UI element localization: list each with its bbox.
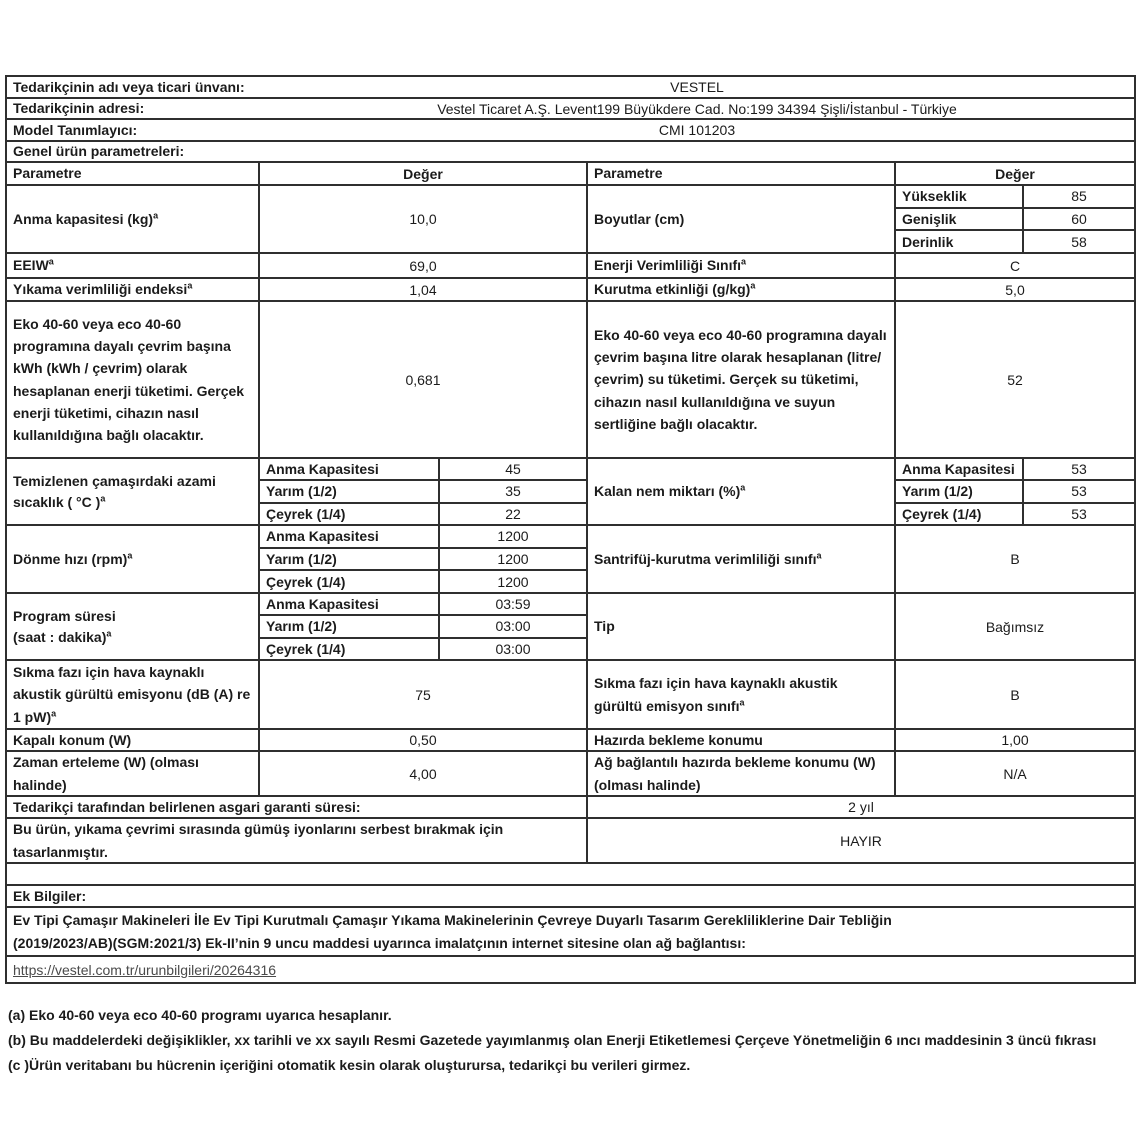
param-header-right: Parametre xyxy=(588,163,896,184)
moisture-row-full: Anma Kapasitesi 53 xyxy=(896,459,1134,481)
footnote-marker: a xyxy=(100,492,106,503)
standby-value: 1,00 xyxy=(1001,732,1029,748)
footnote-marker: a xyxy=(816,549,822,560)
washing-index-value: 1,04 xyxy=(260,279,588,300)
washindex-dryeff-row xyxy=(7,279,1134,302)
duration-row-quarter: Çeyrek (1/4) 03:00 xyxy=(260,639,586,659)
drying-efficiency-value: 5,0 xyxy=(1005,281,1025,298)
warranty-row xyxy=(7,797,1134,819)
spin-row-full: Anma Kapasitesi 1200 xyxy=(260,526,586,549)
duration-subtable xyxy=(260,594,588,659)
value-header-right: Değer xyxy=(995,165,1035,182)
footnote-c: (c )Ürün veritabanı bu hücrenin içeriğini otomatik kesin olarak oluşturursa, tedarikçi bu verileri girmez. xyxy=(8,1057,691,1073)
spin-row-half: Yarım (1/2) 1200 xyxy=(260,549,586,572)
extra-info-title-row xyxy=(7,886,1134,908)
product-fiche-table xyxy=(5,75,1136,984)
energy-class-label: Enerji Verimliliği Sınıfı$^a$ xyxy=(588,254,896,277)
product-link-cell xyxy=(7,957,1134,982)
duration-type-row xyxy=(7,594,1134,661)
capacity-label: Anma kapasitesi (kg)$^a$ xyxy=(7,186,260,252)
silver-ions-value: HAYIR xyxy=(840,832,882,849)
delay-start-value: 4,00 xyxy=(260,752,588,795)
noise-emission-label: Sıkma fazı için hava kaynaklı akustik gürültü emisyonu (dB (A) re 1 pW)$^a$ xyxy=(7,661,260,728)
dimensions-subtable xyxy=(896,186,1134,252)
water-consumption-value: 52 xyxy=(1007,371,1023,388)
offmode-standby-row xyxy=(7,730,1134,752)
spin-row-quarter: Çeyrek (1/4) 1200 xyxy=(260,571,586,592)
washing-index-label: Yıkama verimliliği endeksi$^a$ xyxy=(7,279,260,300)
capacity-value: 10,0 xyxy=(260,186,588,252)
general-parameters-section-row xyxy=(7,142,1134,163)
max-temp-row-half: Yarım (1/2) 35 xyxy=(260,481,586,503)
spin-speed-label: Dönme hızı (rpm)$^a$ xyxy=(7,526,260,592)
footnote-marker: a xyxy=(51,707,57,718)
supplier-address-label: Tedarikçinin adresi: xyxy=(13,100,145,116)
extra-info-text-row xyxy=(7,908,1134,957)
dimensions-label: Boyutlar (cm) xyxy=(588,186,896,252)
warranty-value: 2 yıl xyxy=(848,799,874,815)
footnote-marker: a xyxy=(127,549,133,560)
energy-class-value: C xyxy=(1009,257,1021,274)
column-header-row xyxy=(7,163,1134,186)
delay-networkstandby-row xyxy=(7,752,1134,797)
footnote-a: (a) Eko 40-60 veya eco 40-60 programı uyarıca hesaplanır. xyxy=(8,1007,392,1023)
duration-row-half: Yarım (1/2) 03:00 xyxy=(260,616,586,638)
noise-class-value: B xyxy=(1010,686,1020,703)
value-header-left: Değer xyxy=(260,163,588,184)
duration-row-full: Anma Kapasitesi 03:59 xyxy=(260,594,586,616)
spinspeed-spinclass-row xyxy=(7,526,1134,594)
spin-class-label: Santrifüj-kurutma verimliliği sınıfı$^a$ xyxy=(588,526,896,592)
model-identifier-label: Model Tanımlayıcı: xyxy=(13,121,138,138)
product-info-link[interactable]: https://vestel.com.tr/urunbilgileri/20264316 xyxy=(13,961,277,978)
supplier-name-row xyxy=(7,77,1134,99)
delay-start-label: Zaman erteleme (W) (olması halinde) xyxy=(7,752,260,795)
noise-emission-value: 75 xyxy=(260,661,588,728)
supplier-address-row xyxy=(7,99,1134,120)
moisture-row-quarter: Çeyrek (1/4) 53 xyxy=(896,504,1134,524)
footnote-marker: a xyxy=(750,280,756,291)
param-header-left: Parametre xyxy=(7,163,260,184)
eco-consumption-row xyxy=(7,302,1134,459)
eeiw-energyclass-row xyxy=(7,254,1134,279)
footnote-marker: a xyxy=(739,696,745,707)
eeiw-value: 69,0 xyxy=(260,254,588,277)
spacer-row xyxy=(7,864,1134,886)
max-temp-subtable xyxy=(260,459,588,524)
footnotes xyxy=(8,1003,1136,1078)
noise-row xyxy=(7,661,1134,730)
footnote-marker: a xyxy=(187,280,193,291)
max-temp-row-full: Anma Kapasitesi 45 xyxy=(260,459,586,481)
off-mode-value: 0,50 xyxy=(260,730,588,750)
footnote-marker: a xyxy=(48,256,54,267)
spacer-cell xyxy=(7,864,1134,884)
extra-info-title: Ek Bilgiler: xyxy=(13,887,87,904)
silver-ions-row xyxy=(7,819,1134,864)
network-standby-label: Ağ bağlantılı hazırda bekleme konumu (W) (olması halinde) xyxy=(588,752,896,795)
model-identifier-value: CMI 101203 xyxy=(658,122,736,138)
dimension-row-height: Yükseklik 85 xyxy=(896,186,1134,209)
silver-ions-label: Bu ürün, yıkama çevrimi sırasında gümüş iyonlarını serbest bırakmak için tasarlanmıştır. xyxy=(7,819,588,862)
off-mode-label: Kapalı konum (W) xyxy=(7,730,260,750)
extra-info-text: Ev Tipi Çamaşır Makineleri İle Ev Tipi Kurutmalı Çamaşır Yıkama Makinelerinin Çevreye Duyarlı Tasarım Gerekliliklerine Dair Tebliğin (2019/2023/AB)(SGM:2021/3) Ek-II’nin 9 uncu maddesi uyarınca imalatçının internet sitesine olan ağ bağlantısı: xyxy=(13,912,892,951)
section-title: Genel ürün parametreleri: xyxy=(13,143,185,159)
noise-class-label: Sıkma fazı için hava kaynaklı akustik gürültü emisyon sınıfı$^a$ xyxy=(588,661,896,728)
spin-speed-subtable xyxy=(260,526,588,592)
type-value: Bağımsız xyxy=(985,618,1045,635)
warranty-label: Tedarikçi tarafından belirlenen asgari garanti süresi: xyxy=(7,797,588,817)
duration-label: Program süresi (saat : dakika)$^a$ xyxy=(7,594,260,659)
eeiw-label: EEIW$^a$ xyxy=(7,254,260,277)
drying-efficiency-label: Kurutma etkinliği $(g/kg)^a$ xyxy=(588,279,896,300)
energy-consumption-value: 0,681 xyxy=(260,302,588,457)
footnote-marker: a xyxy=(740,482,746,493)
supplier-address-value: Vestel Ticaret A.Ş. Levent199 Büyükdere Cad. No:199 34394 Şişli/İstanbul - Türkiye xyxy=(437,100,957,117)
dimension-row-depth: Derinlik 58 xyxy=(896,231,1134,252)
network-standby-value: N/A xyxy=(1003,765,1027,782)
footnote-marker: a xyxy=(153,209,159,220)
footnote-marker: a xyxy=(106,627,112,638)
max-temp-label: Temizlenen çamaşırdaki azami sıcaklık ( °C )$^a$ xyxy=(7,459,260,524)
supplier-name-value: VESTEL xyxy=(670,79,724,95)
remaining-moisture-label: Kalan nem miktarı (%)$^a$ xyxy=(588,459,896,524)
spin-class-value: B xyxy=(1010,551,1020,567)
max-temp-row-quarter: Çeyrek (1/4) 22 xyxy=(260,504,586,524)
footnote-b: (b) Bu maddelerdeki değişiklikler, xx tarihli ve xx sayılı Resmi Gazetede yayımlanmış olan Enerji Etiketlemesi Çerçeve Yönetmeliğin 6 ıncı maddesinin 3 üncü fıkrası xyxy=(8,1032,1097,1048)
water-consumption-label: Eko 40-60 veya eco 40-60 programına dayalı çevrim başına litre olarak hesaplanan (litre/çevrim) su tüketimi. Gerçek su tüketimi, cihazın nasıl kullanıldığına ve suyun sertliğine bağlı olacaktır. xyxy=(588,302,896,457)
model-identifier-row xyxy=(7,120,1134,142)
moisture-row-half: Yarım (1/2) 53 xyxy=(896,481,1134,503)
footnote-marker: a xyxy=(741,256,747,267)
capacity-dimensions-row xyxy=(7,186,1134,254)
remaining-moisture-subtable xyxy=(896,459,1134,524)
energy-consumption-label: Eko 40-60 veya eco 40-60 programına dayalı çevrim başına kWh (kWh / çevrim) olarak hesaplanan enerji tüketimi. Gerçek enerji tüketimi, cihazın nasıl kullanıldığına bağlı olacaktır. xyxy=(7,302,260,457)
type-label: Tip xyxy=(588,594,896,659)
standby-label: Hazırda bekleme konumu xyxy=(588,730,896,750)
dimension-row-width: Genişlik 60 xyxy=(896,209,1134,232)
maxtemp-moisture-row xyxy=(7,459,1134,526)
product-link-row xyxy=(7,957,1134,982)
supplier-name-label: Tedarikçinin adı veya ticari ünvanı: xyxy=(13,78,245,95)
